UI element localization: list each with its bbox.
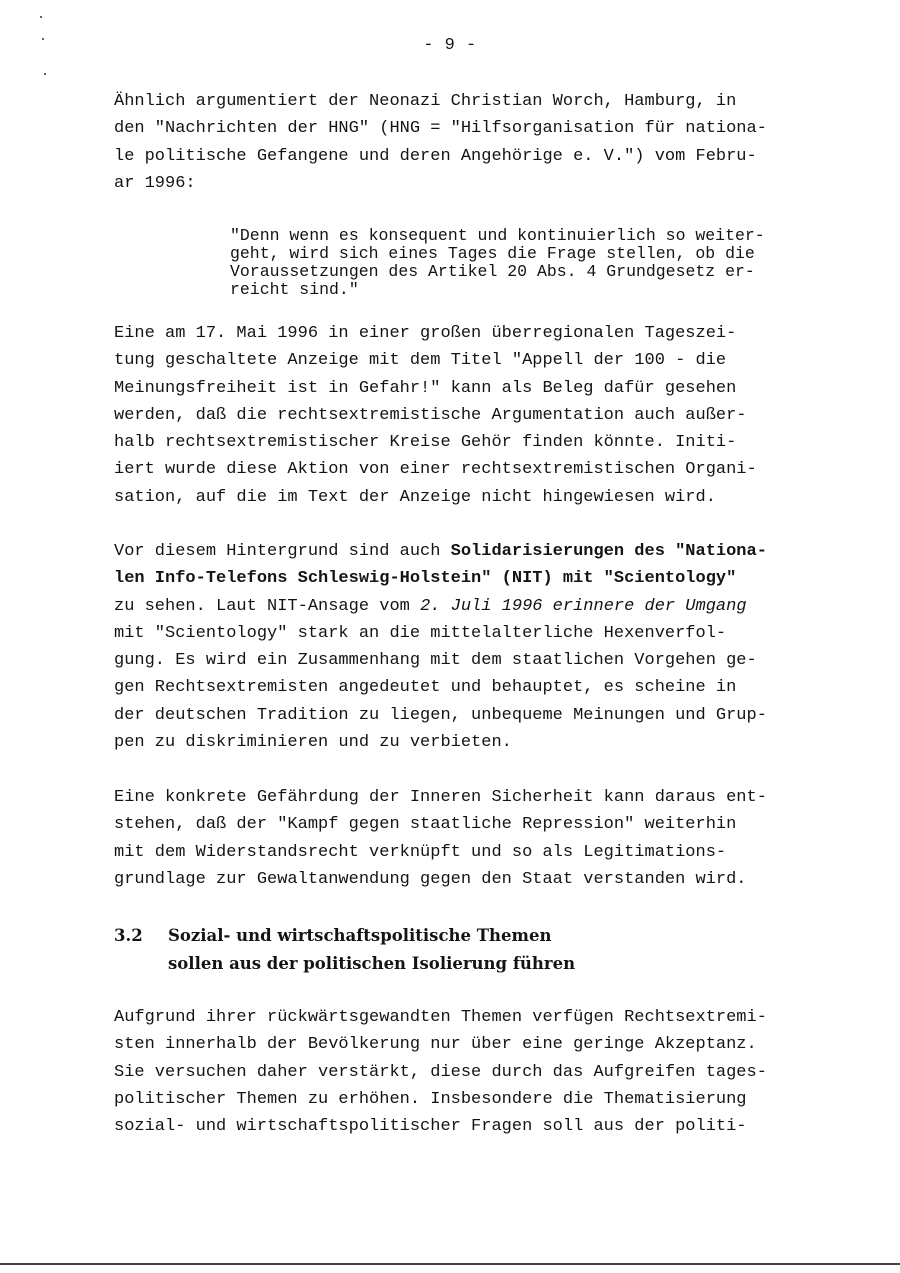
paragraph-gefaehrdung (114, 784, 834, 893)
text-line: halb rechtsextremistischer Kreise Gehör finden könnte. Initi- (114, 433, 737, 453)
section-number: 3.2 (114, 926, 143, 945)
text-line: Eine konkrete Gefährdung der Inneren Sicherheit kann daraus ent- (114, 788, 767, 807)
italic-segment: 2. Juli 1996 erinnere der Umgang (420, 596, 747, 616)
text-line: len Info-Telefons Schleswig-Holstein" (NIT) mit "Scientology" (114, 569, 737, 589)
scan-speck (42, 38, 44, 40)
text-line: le politische Gefangene und deren Angehörige e. V.") vom Febru- (114, 146, 757, 166)
text-segment: Vor diesem Hintergrund sind auch (114, 542, 451, 561)
text-line: tung geschaltete Anzeige mit dem Titel "Appell der 100 - die (114, 351, 727, 371)
text-line: stehen, daß der "Kampf gegen staatliche Repression" weiterhin (114, 815, 737, 835)
quote-line: reicht sind." (230, 280, 359, 299)
quote-line: "Denn wenn es konsequent und kontinuierlich so weiter- (230, 226, 765, 245)
text-line: Aufgrund ihrer rückwärtsgewandten Themen verfügen Rechtsextremi- (114, 1008, 767, 1027)
text-line: mit "Scientology" stark an die mittelalterliche Hexenverfol- (114, 623, 727, 643)
scan-speck (44, 73, 46, 75)
text-line: Meinungsfreiheit ist in Gefahr!" kann als Beleg dafür gesehen (114, 378, 737, 398)
text-line: der deutschen Tradition zu liegen, unbequeme Meinungen und Grup- (114, 705, 767, 725)
text-line: gen Rechtsextremisten angedeutet und behauptet, es scheine in (114, 678, 737, 698)
text-line: Ähnlich argumentiert der Neonazi Christian Worch, Hamburg, in (114, 92, 737, 111)
text-line: sten innerhalb der Bevölkerung nur über eine geringe Akzeptanz. (114, 1035, 757, 1055)
page-number: - 9 - (423, 36, 477, 55)
text-line: Eine am 17. Mai 1996 in einer großen überregionalen Tageszei- (114, 324, 737, 343)
text-segment: zu sehen. Laut NIT-Ansage vom (114, 596, 421, 616)
text-line (114, 538, 834, 565)
paragraph-akzeptanz (114, 1004, 834, 1140)
section-title (168, 922, 575, 978)
scan-speck (40, 16, 42, 18)
paragraph-appell (114, 320, 834, 511)
block-quote (230, 227, 840, 299)
text-line: ar 1996: (114, 173, 196, 193)
quote-line: Voraussetzungen des Artikel 20 Abs. 4 Grundgesetz er- (230, 262, 755, 281)
paragraph-nit (114, 538, 834, 756)
quote-line: geht, wird sich eines Tages die Frage stellen, ob die (230, 244, 755, 263)
page-bottom-edge (0, 1263, 900, 1265)
text-line: mit dem Widerstandsrecht verknüpft und so als Legitimations- (114, 842, 727, 862)
bold-segment: Solidarisierungen des "Nationa- (450, 542, 767, 561)
text-line: sozial- und wirtschaftspolitischer Fragen soll aus der politi- (114, 1117, 747, 1137)
section-title-line: sollen aus der politischen Isolierung führen (168, 954, 576, 973)
text-line: den "Nachrichten der HNG" (HNG = "Hilfsorganisation für nationa- (114, 119, 767, 139)
text-line: grundlage zur Gewaltanwendung gegen den Staat verstanden wird. (114, 869, 747, 889)
text-line: pen zu diskriminieren und zu verbieten. (114, 733, 512, 753)
text-line: politischer Themen zu erhöhen. Insbesondere die Thematisierung (114, 1089, 747, 1109)
text-line (114, 593, 834, 620)
paragraph-worch (114, 88, 834, 197)
text-line: sation, auf die im Text der Anzeige nicht hingewiesen wird. (114, 487, 716, 507)
text-line: werden, daß die rechtsextremistische Argumentation auch außer- (114, 405, 747, 425)
section-title-line: Sozial- und wirtschaftspolitische Themen (168, 926, 552, 945)
text-line: Sie versuchen daher verstärkt, diese durch das Aufgreifen tages- (114, 1062, 767, 1082)
text-line: gung. Es wird ein Zusammenhang mit dem staatlichen Vorgehen ge- (114, 651, 757, 671)
text-line: iert wurde diese Aktion von einer rechtsextremistischen Organi- (114, 460, 757, 480)
